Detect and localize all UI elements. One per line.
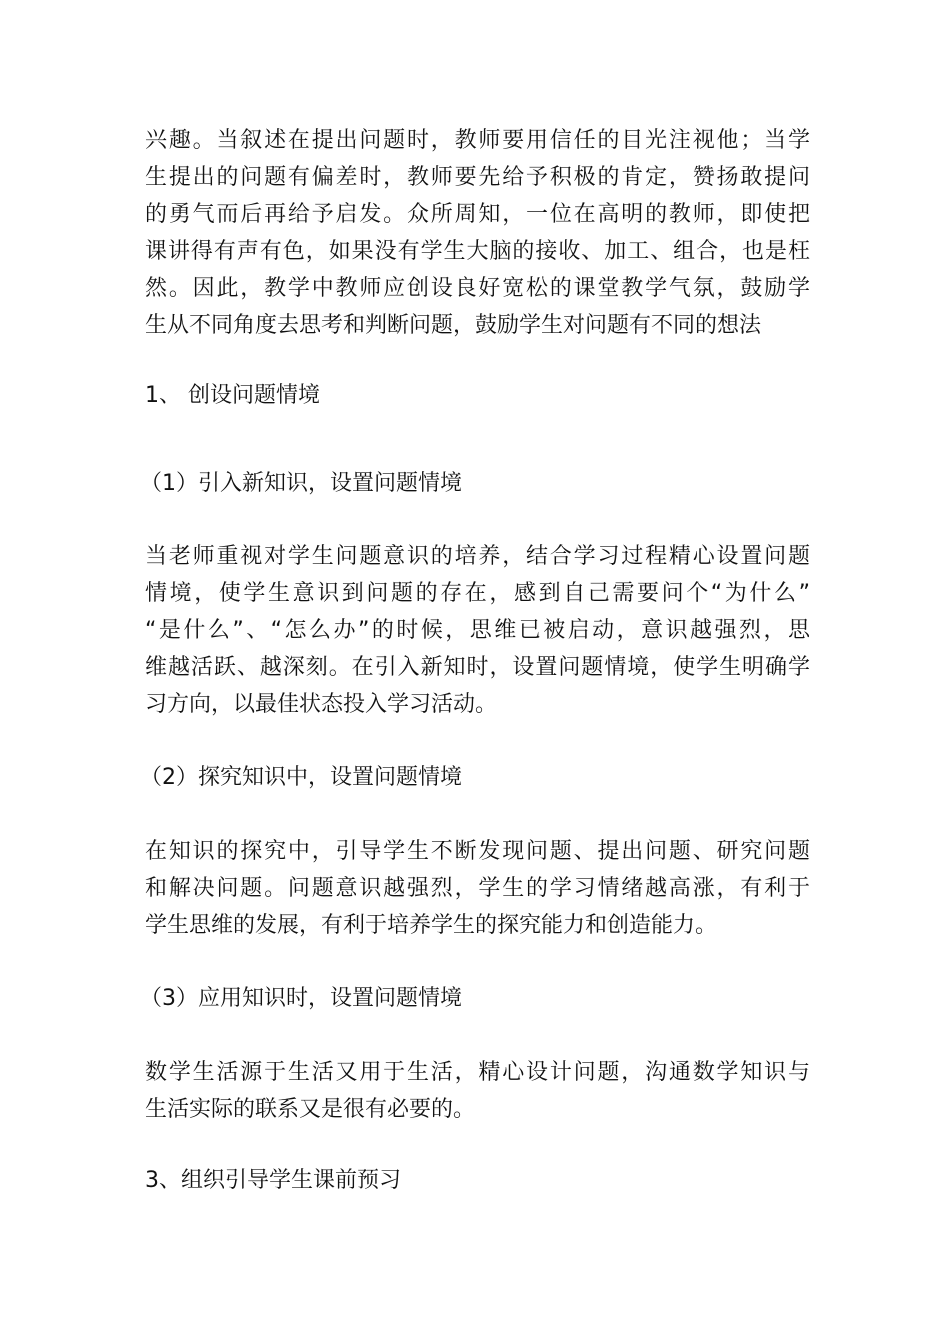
- text-line: 然。因此，教学中教师应创设良好宽松的课堂教学气氛，鼓励学: [145, 276, 810, 301]
- text-line: 和解决问题。问题意识越强烈，学生的学习情绪越高涨，有利于: [145, 876, 810, 901]
- subheading-2: （2）探究知识中，设置问题情境: [140, 765, 462, 790]
- text-line: 维越活跃、越深刻。在引入新知时，设置问题情境，使学生明确学: [145, 655, 810, 680]
- text-line: 生从不同角度去思考和判断问题，鼓励学生对问题有不同的想法: [145, 313, 762, 338]
- paragraph-2: [145, 538, 810, 723]
- text-line: 的勇气而后再给予启发。众所周知，一位在高明的教师，即使把: [145, 202, 810, 227]
- text-line: 兴趣。当叙述在提出问题时，教师要用信任的目光注视他；当学: [145, 128, 810, 153]
- subheading-1: （1）引入新知识，设置问题情境: [140, 471, 462, 496]
- text-line: 生提出的问题有偏差时，教师要先给予积极的肯定，赞扬敢提问: [145, 165, 810, 190]
- text-line: 学生思维的发展，有利于培养学生的探究能力和创造能力。: [145, 913, 718, 938]
- text-line: 生活实际的联系又是很有必要的。: [145, 1097, 476, 1122]
- paragraph-intro: [145, 122, 810, 344]
- text-line: 情境，使学生意识到问题的存在，感到自己需要问个“为什么”: [145, 581, 810, 606]
- paragraph-4: [145, 1054, 810, 1128]
- text-line: 习方向，以最佳状态投入学习活动。: [145, 692, 498, 717]
- text-line: “是什么”、“怎么办”的时候，思维已被启动，意识越强烈，思: [145, 618, 810, 643]
- section-heading-2: 3、组织引导学生课前预习: [145, 1168, 401, 1193]
- text-line: 数学生活源于生活又用于生活，精心设计问题，沟通数学知识与: [145, 1060, 810, 1085]
- subheading-3: （3）应用知识时，设置问题情境: [140, 986, 462, 1011]
- text-line: 在知识的探究中，引导学生不断发现问题、提出问题、研究问题: [145, 839, 810, 864]
- section-heading-1: 1、 创设问题情境: [145, 383, 320, 408]
- text-line: 课讲得有声有色，如果没有学生大脑的接收、加工、组合，也是枉: [145, 239, 810, 264]
- text-line: 当老师重视对学生问题意识的培养，结合学习过程精心设置问题: [145, 544, 810, 569]
- paragraph-3: [145, 833, 810, 944]
